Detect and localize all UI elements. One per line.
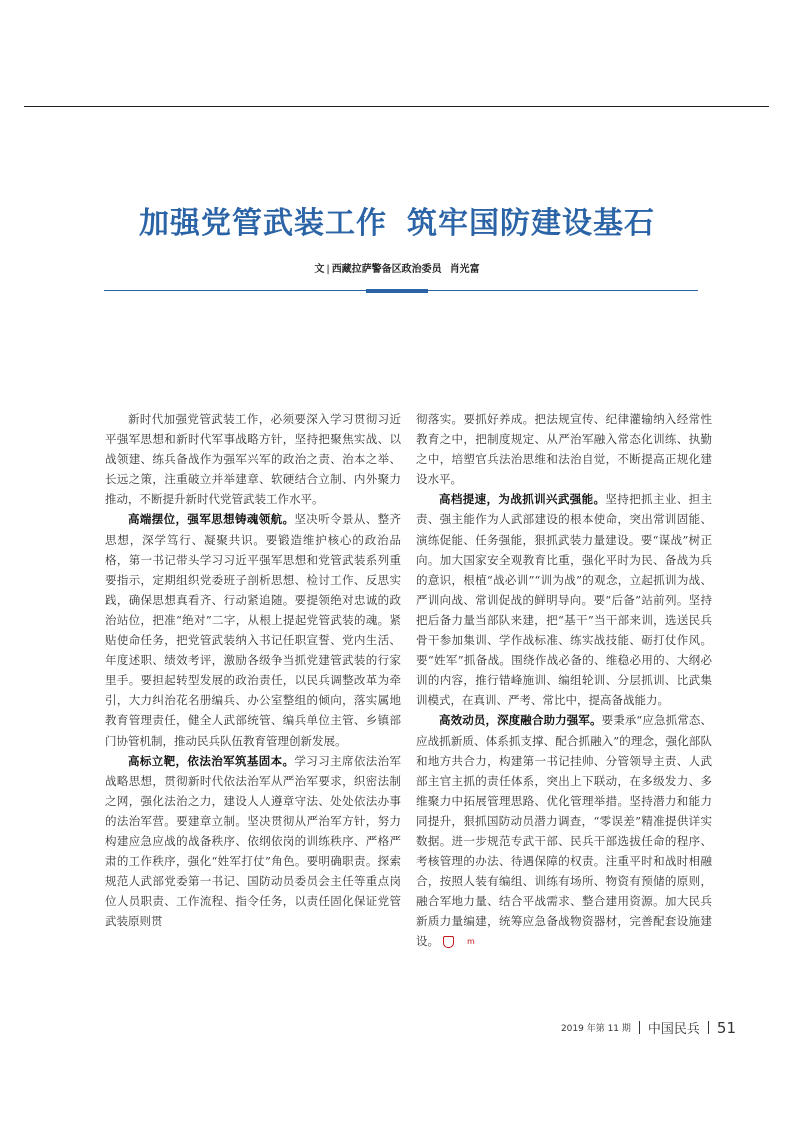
- paragraph-text: 彻落实。要抓好养成。把法规宣传、纪律灌输纳入经常性教育之中，把制度规定、从严治军融入常态化训练、执勤之中，培塑官兵法治思维和法治自觉，不断提高正规化建设水平。: [416, 412, 712, 487]
- section-heading: 高标立靶，依法治军筑基固本。: [128, 753, 295, 768]
- byline-separator: |: [326, 264, 330, 275]
- page-number: 51: [716, 1018, 736, 1037]
- footer-separator: [708, 1021, 709, 1034]
- top-rule: [24, 106, 769, 107]
- article-title: [0, 198, 794, 242]
- title-part-1: 加强党管武装工作: [139, 206, 387, 241]
- paragraph-section-1: [105, 509, 401, 750]
- paragraph-section-2: [105, 751, 401, 932]
- paragraph-section-4: [416, 710, 712, 951]
- footer-separator: [639, 1021, 640, 1034]
- magazine-name: 中国民兵: [647, 1022, 700, 1037]
- paragraph-intro: [105, 409, 401, 509]
- author-title: 西藏拉萨警备区政治委员: [331, 264, 442, 275]
- issue-label: 2019 年第 11 期: [560, 1024, 631, 1034]
- byline-prefix: 文: [314, 264, 325, 275]
- paragraph-text: 学习习主席依法治军战略思想，贯彻新时代依法治军从严治军要求，织密法制之网，强化法治之力，建设人人遵章守法、处处依法办事的法治军营。要建章立制。坚决贯彻从严治军方针，努力构建应急应战的战备秩序、依纲依岗的训练秩序、严格严肃的工作秩序，强化“姓军打仗”角色。要明确职责。探索规范人武部党委第一书记、国防动员委员会主任等重点岗位人员职责、工作流程、指令任务，以责任固化保证党管武装原则贯: [105, 753, 402, 929]
- title-divider-accent: [366, 289, 428, 293]
- paragraph-text: 要秉承“应急抓常态、应战抓新质、体系抓支撑、配合抓融入”的理念，强化部队和地方共合力，构建第一书记挂帅、分管领导主责、人武部主官主抓的责任体系，突出上下联动，在多级发力、多维聚力中拓展管理思路、优化管理举措。坚持潜力和能力同提升，狠抓国防动员潜力调查，“零误差”精准提供详实数据。进一步规范专武干部、民兵干部选拔任命的程序、考核管理的办法、待遇保障的权责。注重平时和战时相融合，按照人装有编组、训练有场所、物资有预储的原则，融合军地力量、结合平战需求、整合建用资源。加大民兵新质力量编建，统筹应急备战物资器材，完善配套设施建设。: [416, 713, 712, 949]
- author-name: 肖光富: [449, 264, 480, 275]
- end-of-article-icon: m: [443, 936, 454, 948]
- paragraph-text: 坚决听令景从、整齐思想，深学笃行、凝聚共识。要锻造维护核心的政治品格，第一书记带头学习习近平强军思想和党管武装系列重要指示，定期组织党委班子剖析思想、检讨工作、反思实践，确保思想真看齐、行动紧追随。要提领绝对忠诚的政治站位，把准“绝对”二字，从根上提起党管武装的魂。紧贴使命任务，把党管武装纳入书记任职宣誓、党内生活、年度述职、绩效考评，激励各级争当抓党建管武装的行家里手。要担起转型发展的政治责任，以民兵调整改革为牵引，大力纠治花名册编兵、办公室整组的倾向，落实属地教育管理责任，健全人武部统管、编兵单位主管、乡镇部门协管机制，推动民兵队伍教育管理创新发展。: [105, 512, 402, 748]
- paragraph-continued: [416, 409, 712, 489]
- byline: [0, 260, 794, 275]
- title-part-2: 筑牢国防建设基石: [407, 206, 655, 241]
- paragraph-text: 坚持把抓主业、担主责、强主能作为人武部建设的根本使命，突出常训固能、演练促能、任务强能，狠抓武装力量建设。要“谋战”树正向。加大国家安全观教育比重，强化平时为民、备战为兵的意识，根植“战必训”“训为战”的观念，立起抓训为战、严训向战、常训促战的鲜明导向。要“后备”站前列。坚持把后备力量当部队来建，把“基干”当干部来训，选送民兵骨干参加集训、学作战标准、练实战技能、砺打仗作风。要“姓军”抓备战。围绕作战必备的、维稳必用的、大纲必训的内容，推行错峰施训、编组轮训、分层抓训、比武集训模式，在真训、严考、常比中，提高备战能力。: [416, 492, 713, 708]
- section-heading: 高效动员，深度融合助力强军。: [439, 713, 602, 728]
- text-column-left: [105, 409, 401, 931]
- page-footer: [561, 1018, 736, 1037]
- text-column-right: [416, 409, 712, 952]
- section-heading: 高档提速，为战抓训兴武强能。: [439, 492, 606, 507]
- section-heading: 高端摆位，强军思想铸魂领航。: [128, 512, 295, 527]
- paragraph-section-3: [416, 489, 712, 710]
- paragraph-text: 新时代加强党管武装工作，必须要深入学习贯彻习近平强军思想和新时代军事战略方针，坚持把聚焦实战、以战领建、练兵备战作为强军兴军的政治之责、治本之举、长远之策，注重破立并举建章、软硬结合立制、内外聚力推动，不断提升新时代党管武装工作水平。: [105, 412, 401, 507]
